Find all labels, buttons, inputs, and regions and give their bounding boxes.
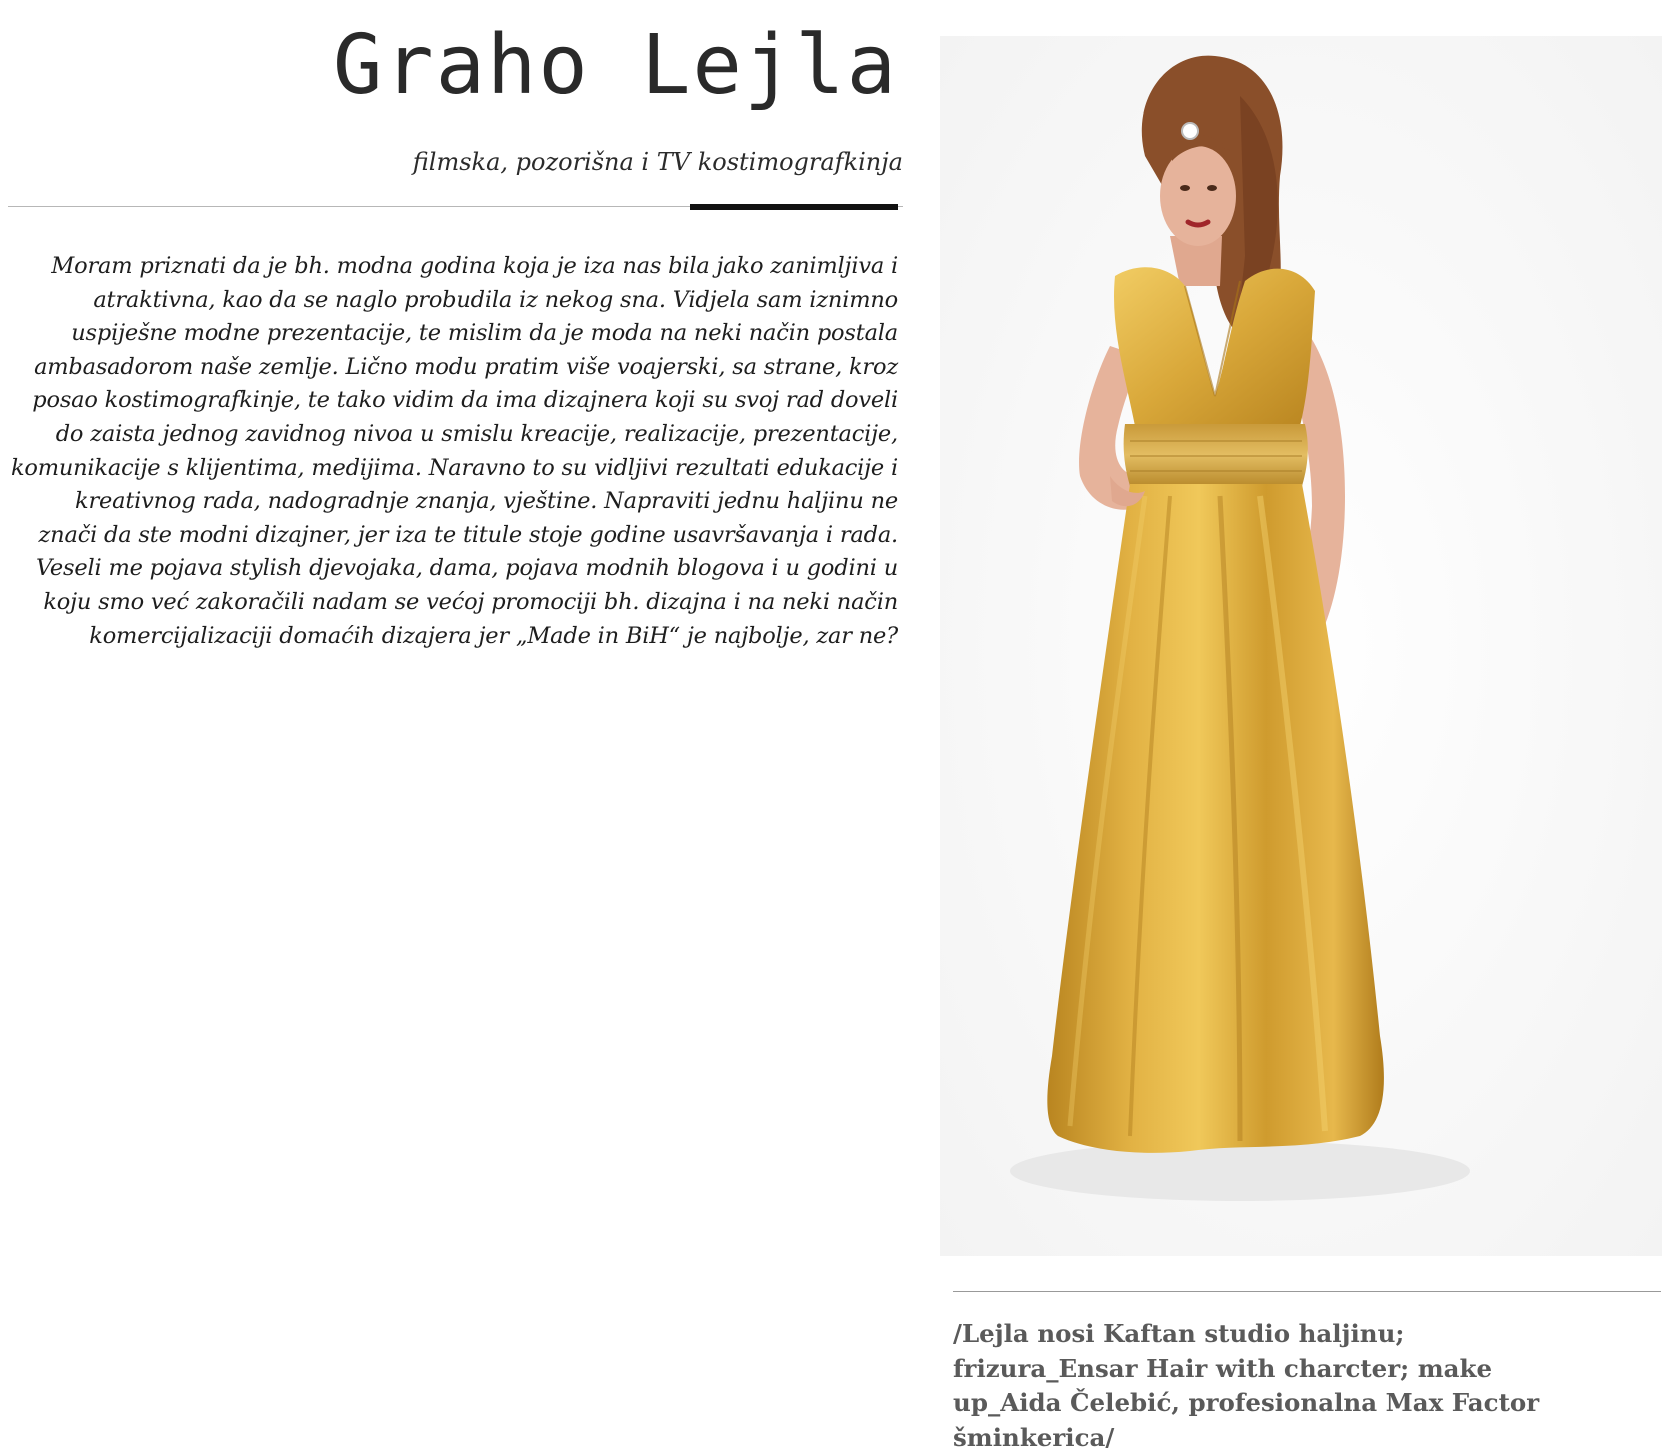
page-title: Graho Lejla	[332, 18, 898, 113]
article-body: Moram priznati da je bh. modna godina koja je iza nas bila jako zanimljiva i atraktivna, kao da se naglo probudila iz nekog sna. Vidjela sam iznimno uspiješne modne prezentacije, te mislim da je moda na neki način postala ambasadorom naše zemlje. Lično modu pratim više voajerski, sa strane, kroz posao kostimografkinje, te tako vidim da ima dizajnera koji su svoj rad doveli do zaista jednog zavidnog nivoa u smislu kreacije, realizacije, prezentacije, komunikacije s klijentima, medijima. Naravno to su vidljivi rezultati edukacije i kreativnog rada, nadogradnje znanja, vještine. Napraviti jednu haljinu ne znači da ste modni dizajner, jer iza te titule stoje godine usavršavanja i rada. Veseli me pojava stylish djevojaka, dama, pojava modnih blogova i u godini u koju smo već zakoračili nadam se većoj promociji bh. dizajna i na neki način komercijalizaciji domaćih dizajera jer „Made in BiH“ je najbolje, zar ne?	[10, 253, 898, 649]
caption-divider	[953, 1291, 1661, 1292]
title-divider-accent	[690, 204, 898, 210]
page-subtitle: filmska, pozorišna i TV kostimografkinja	[412, 148, 903, 176]
portrait-photo	[940, 36, 1662, 1256]
photo-caption: /Lejla nosi Kaftan studio haljinu; frizura_Ensar Hair with charcter; make up_Aida Čelebić, profesionalna Max Factor šminkerica/	[953, 1319, 1540, 1452]
